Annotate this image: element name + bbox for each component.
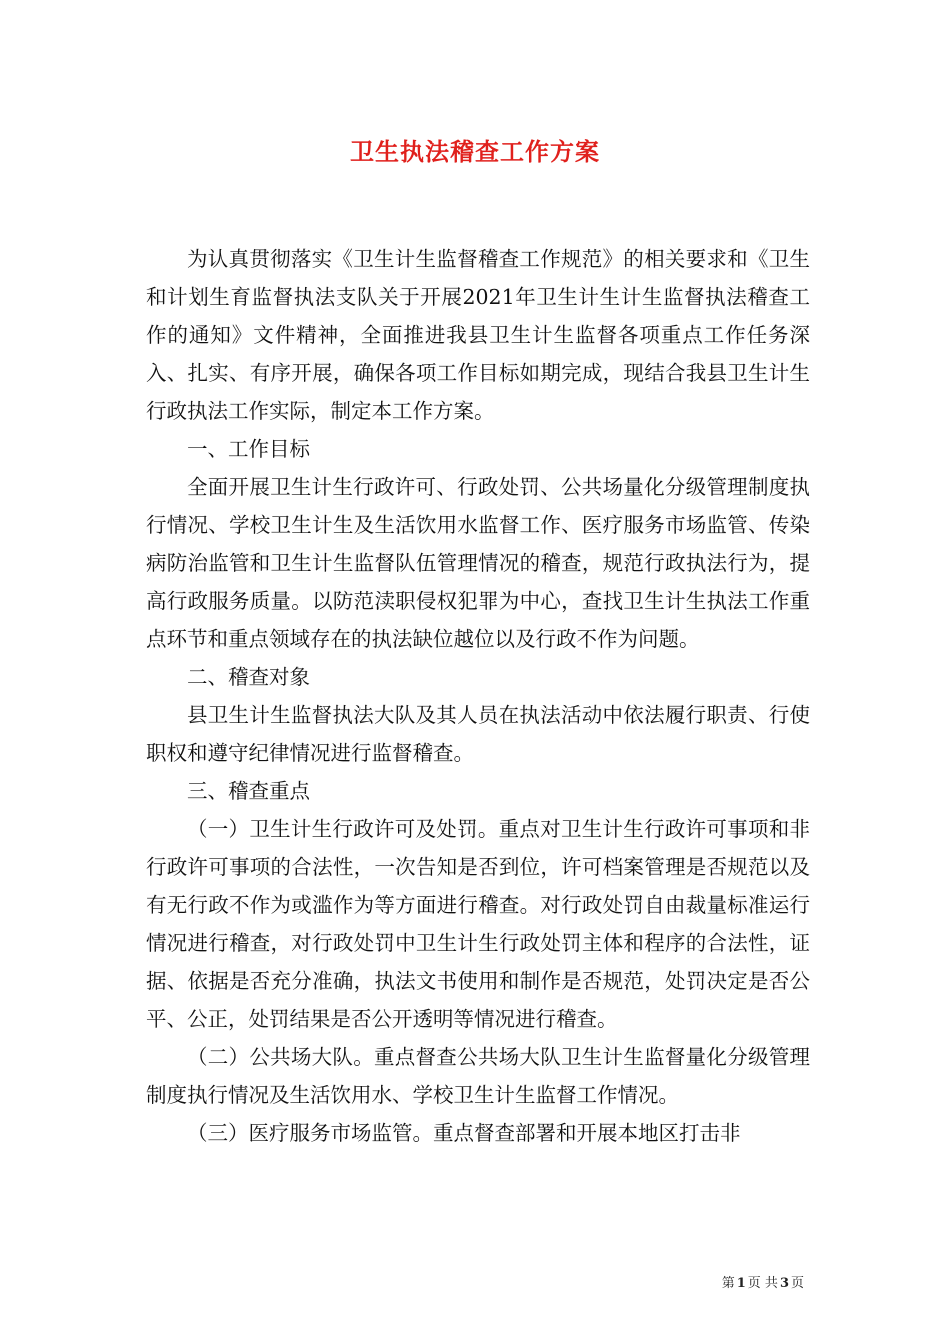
section-heading-targets: 二、稽查对象 bbox=[187, 665, 310, 689]
footer-prefix: 第 bbox=[721, 1276, 735, 1291]
paragraph-intro: 为认真贯彻落实《卫生计生监督稽查工作规范》的相关要求和《卫生和计划生育监督执法支队关于开展2021年卫生计生计生监督执法稽查工作的通知》文件精神，全面推进我县卫生计生监督各项重点工作任务深入、扎实、有序开展，确保各项工作目标如期完成，现结合我县卫生计生行政执法工作实际，制定本工作方案。 bbox=[146, 247, 810, 423]
paragraph-focus-2: （二）公共场大队。重点督查公共场大队卫生计生监督量化分级管理制度执行情况及生活饮用水、学校卫生计生监督工作情况。 bbox=[146, 1045, 810, 1107]
paragraph-focus-1: （一）卫生计生行政许可及处罚。重点对卫生计生行政许可事项和非行政许可事项的合法性，一次告知是否到位，许可档案管理是否规范以及有无行政不作为或滥作为等方面进行稽查。对行政处罚自由裁量标准运行情况进行稽查，对行政处罚中卫生计生行政处罚主体和程序的合法性，证据、依据是否充分准确，执法文书使用和制作是否规范，处罚决定是否公平、公正，处罚结果是否公开透明等情况进行稽查。 bbox=[146, 817, 810, 1031]
footer-total-pages: 3 bbox=[779, 1276, 789, 1291]
footer-current-page: 1 bbox=[736, 1276, 746, 1291]
section-heading-goals: 一、工作目标 bbox=[187, 437, 310, 461]
document-title: 卫生执法稽查工作方案 bbox=[350, 137, 600, 166]
section-heading-focus: 三、稽查重点 bbox=[187, 779, 310, 803]
paragraph-focus-3: （三）医疗服务市场监管。重点督查部署和开展本地区打击非 bbox=[187, 1121, 741, 1145]
footer-suffix: 页 bbox=[790, 1276, 804, 1291]
paragraph-targets: 县卫生计生监督执法大队及其人员在执法活动中依法履行职责、行使职权和遵守纪律情况进行监督稽查。 bbox=[146, 703, 810, 765]
footer-middle: 页 共 bbox=[747, 1276, 778, 1291]
document-body bbox=[146, 240, 810, 1152]
page-number-footer bbox=[722, 1272, 804, 1291]
paragraph-goals: 全面开展卫生计生行政许可、行政处罚、公共场量化分级管理制度执行情况、学校卫生计生及生活饮用水监督工作、医疗服务市场监管、传染病防治监管和卫生计生监督队伍管理情况的稽查，规范行政执法行为，提高行政服务质量。以防范渎职侵权犯罪为中心，查找卫生计生执法工作重点环节和重点领域存在的执法缺位越位以及行政不作为问题。 bbox=[146, 475, 810, 651]
